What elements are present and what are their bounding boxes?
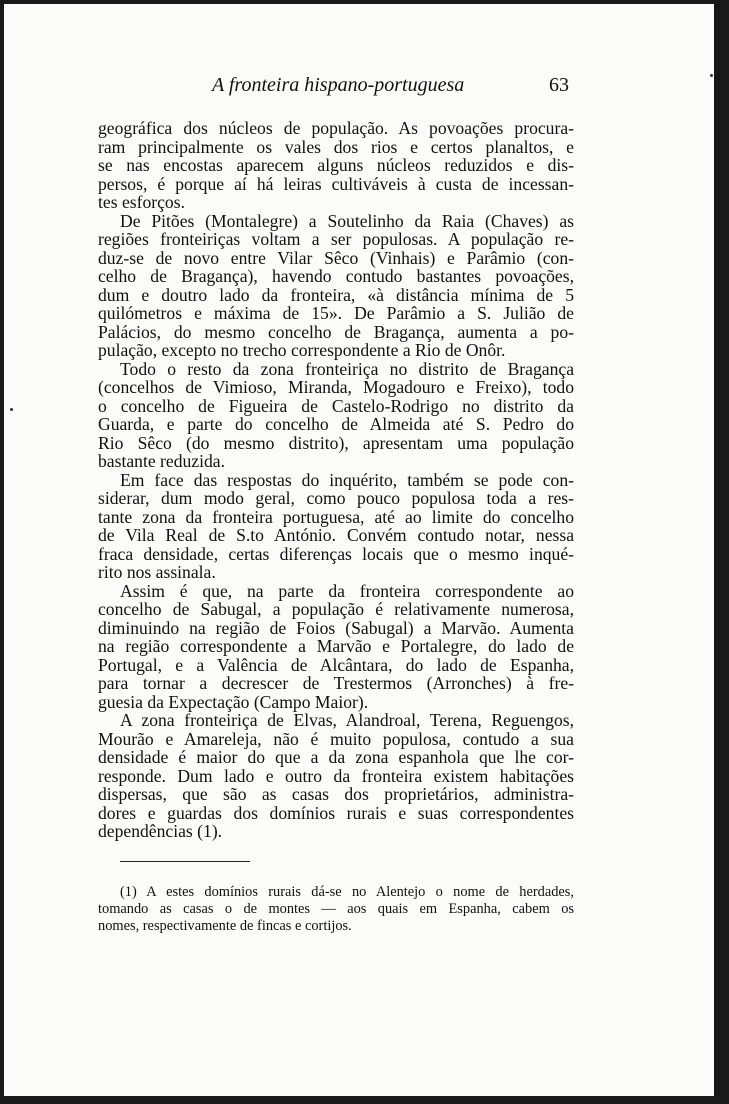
text-line: pulação, excepto no trecho correspondente a Rio de Onôr. [98, 340, 506, 360]
text-line: Rio Sêco (do mesmo distrito), apresentam uma população [98, 432, 574, 453]
footnote-line: tomando as casas o de montes — aos quais em Espanha, cabem os [98, 901, 574, 917]
text-line: o concelho de Figueira de Castelo-Rodrigo no distrito da [98, 395, 574, 416]
text-line: na região correspondente a Marvão e Portalegre, do lado de [98, 636, 574, 656]
text-line: (concelhos de Vimioso, Miranda, Mogadouro e Freixo), todo [98, 377, 574, 397]
text-line: quilómetros e máxima de 15». De Parâmio a S. Julião de [98, 303, 574, 323]
running-title: A fronteira hispano-portuguesa [212, 74, 465, 96]
footnote-line: (1) A estes domínios rurais dá-se no Alentejo o nome de herdades, [120, 884, 574, 900]
text-line: Assim é que, na parte da fronteira correspondente ao [120, 580, 574, 601]
footnote-rule [120, 861, 250, 862]
text-line: tes esforços. [98, 192, 185, 212]
text-line: guesia da Expectação (Campo Maior). [98, 691, 369, 712]
text-line: dores e guardas dos domínios rurais e suas correspondentes [98, 802, 574, 823]
page-number: 63 [549, 74, 569, 96]
text-line: dependências (1). [98, 821, 223, 841]
text-line: Mourão e Amareleja, não é muito populosa, contudo a sua [98, 728, 574, 749]
text-line: geográfica dos núcleos de população. As povoações procura- [98, 118, 574, 138]
text-line: de Vila Real de S.to António. Convém contudo notar, nessa [98, 525, 574, 545]
text-line: tante zona da fronteira portuguesa, até ao limite do concelho [98, 506, 574, 527]
text-line: Guarda, e parte do concelho de Almeida até S. Pedro do [98, 414, 574, 434]
text-line: duz-se de novo entre Vilar Sêco (Vinhais) e Parâmio (con- [98, 247, 574, 268]
footnote [98, 884, 574, 935]
scan-speck [710, 74, 713, 77]
text-line: se nas encostas aparecem alguns núcleos reduzidos e dis- [98, 155, 574, 175]
book-page [4, 4, 720, 1096]
text-line: dispersas, que são as casas dos proprietários, administra- [98, 784, 574, 804]
text-line: diminuindo na região de Foios (Sabugal) a Marvão. Aumenta [98, 617, 574, 638]
text-line: fraca densidade, certas diferenças locais que o mesmo inqué- [98, 543, 574, 564]
text-line: densidade é maior do que a da zona espanhola que lhe cor- [98, 747, 574, 767]
text-line: ram principalmente os vales dos rios e certos planaltos, e [98, 136, 574, 157]
text-line: Palácios, do mesmo concelho de Bragança, aumenta a po- [98, 321, 574, 342]
text-line: Portugal, e a Valência de Alcântara, do lado de Espanha, [98, 654, 574, 675]
text-line: responde. Dum lado e outro da fronteira existem habitações [98, 765, 574, 786]
text-line: Todo o resto da zona fronteiriça no distrito de Bragança [120, 358, 574, 379]
text-line: regiões fronteiriças voltam a ser populosas. A população re- [98, 229, 574, 249]
text-line: bastante reduzida. [98, 451, 226, 471]
text-line: persos, é porque aí há leiras cultiváveis à custa de incessan- [98, 173, 574, 194]
text-line: Em face das respostas do inquérito, também se pode con- [120, 469, 574, 490]
text-line: dum e doutro lado da fronteira, «à distância mínima de 5 [98, 284, 574, 305]
text-line: rito nos assinala. [98, 562, 216, 582]
text-line: siderar, dum modo geral, como pouco populosa toda a res- [98, 488, 574, 508]
body-text [98, 119, 574, 841]
text-line: celho de Bragança), havendo contudo bastantes povoações, [98, 266, 574, 286]
scan-speck [10, 408, 13, 411]
text-line: para tornar a decrescer de Trestermos (Arronches) à fre- [98, 673, 574, 693]
text-line: De Pitões (Montalegre) a Soutelinho da Raia (Chaves) as [120, 210, 574, 231]
text-line: concelho de Sabugal, a população é relativamente numerosa, [98, 599, 574, 619]
text-line: A zona fronteiriça de Elvas, Alandroal, Terena, Reguengos, [120, 710, 574, 730]
page-header [4, 74, 714, 98]
footnote-line: nomes, respectivamente de fincas e cortijos. [98, 918, 352, 934]
